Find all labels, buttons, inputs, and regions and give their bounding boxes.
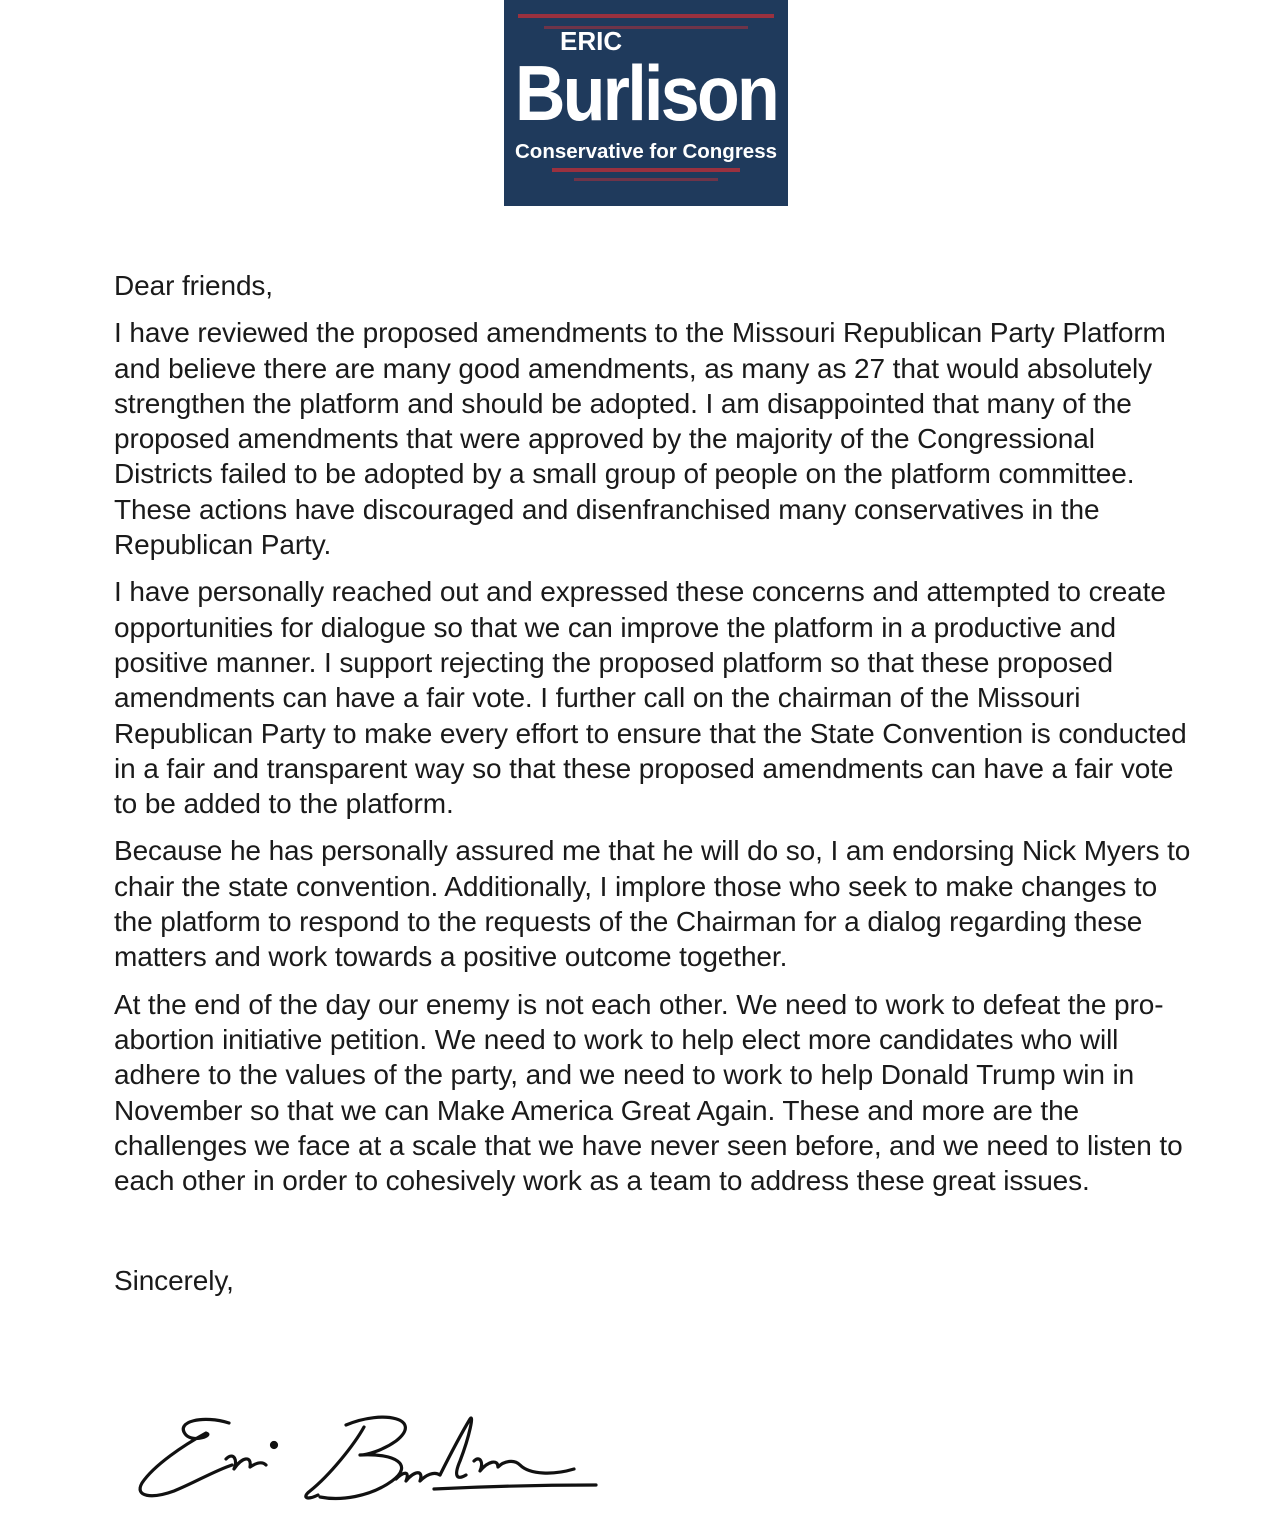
signature-drawing	[134, 1405, 614, 1515]
paragraph-4: At the end of the day our enemy is not each other. We need to work to defeat the pro-abortion initiative petition. We need to work to help elect more candidates who will adhere to the values of the party, and we need to work to help Donald Trump win in November so that we can Make America Great Again. These and more are the challenges we face at a scale that we have never seen before, and we need to listen to each other in order to cohesively work as a team to address these great issues.	[114, 988, 1183, 1197]
logo-bottom-stripe	[552, 168, 740, 172]
signature-ur-stroke	[396, 1473, 440, 1481]
signature-underline	[434, 1485, 596, 1489]
logo-bottom-stripe-thin	[574, 178, 718, 181]
signature-ri-stroke	[226, 1456, 266, 1469]
closing: Sincerely,	[114, 1265, 234, 1297]
signature-l-stroke	[440, 1418, 472, 1477]
logo-tagline: Conservative for Congress	[515, 141, 777, 163]
signature-e-stroke	[140, 1419, 232, 1495]
logo-last-name: Burlison	[515, 49, 777, 137]
paragraph-1: I have reviewed the proposed amendments to the Missouri Republican Party Platform and believe there are many good amendments, as many as 27 that would absolutely strengthen the platform and should be adopted. I am disappointed that many of the proposed amendments that were approved by the majority of the Congressional Districts failed to be adopted by a small group of people on the platform committee. These actions have discouraged and disenfranchised many conservatives in the Republican Party.	[114, 317, 1166, 561]
signature-b-stem	[306, 1427, 364, 1498]
handwritten-signature	[134, 1405, 614, 1515]
signature-dot	[272, 1443, 277, 1448]
paragraph-3: Because he has personally assured me that he will do so, I am endorsing Nick Myers to chair the state convention. Additionally, I implore those who seek to make changes to the platform to respond to the requests of the Chairman for a dialog regarding these matters and work towards a positive outcome together.	[114, 835, 1191, 973]
logo-artwork	[504, 0, 788, 206]
campaign-logo	[504, 0, 788, 206]
paragraph-2: I have personally reached out and expressed these concerns and attempted to create opportunities for dialogue so that we can improve the platform in a productive and positive manner. I support rejecting the proposed platform so that these proposed amendments can have a fair vote. I further call on the chairman of the Missouri Republican Party to make every effort to ensure that the State Convention is conducted in a fair and transparent way so that these proposed amendments can have a fair vote to be added to the platform.	[114, 576, 1187, 820]
letter-body	[114, 268, 1194, 1299]
signature-ison-stroke	[474, 1459, 574, 1473]
salutation: Dear friends,	[114, 270, 273, 301]
logo-top-stripe	[518, 14, 774, 18]
logo-first-name: ERIC	[560, 26, 623, 56]
